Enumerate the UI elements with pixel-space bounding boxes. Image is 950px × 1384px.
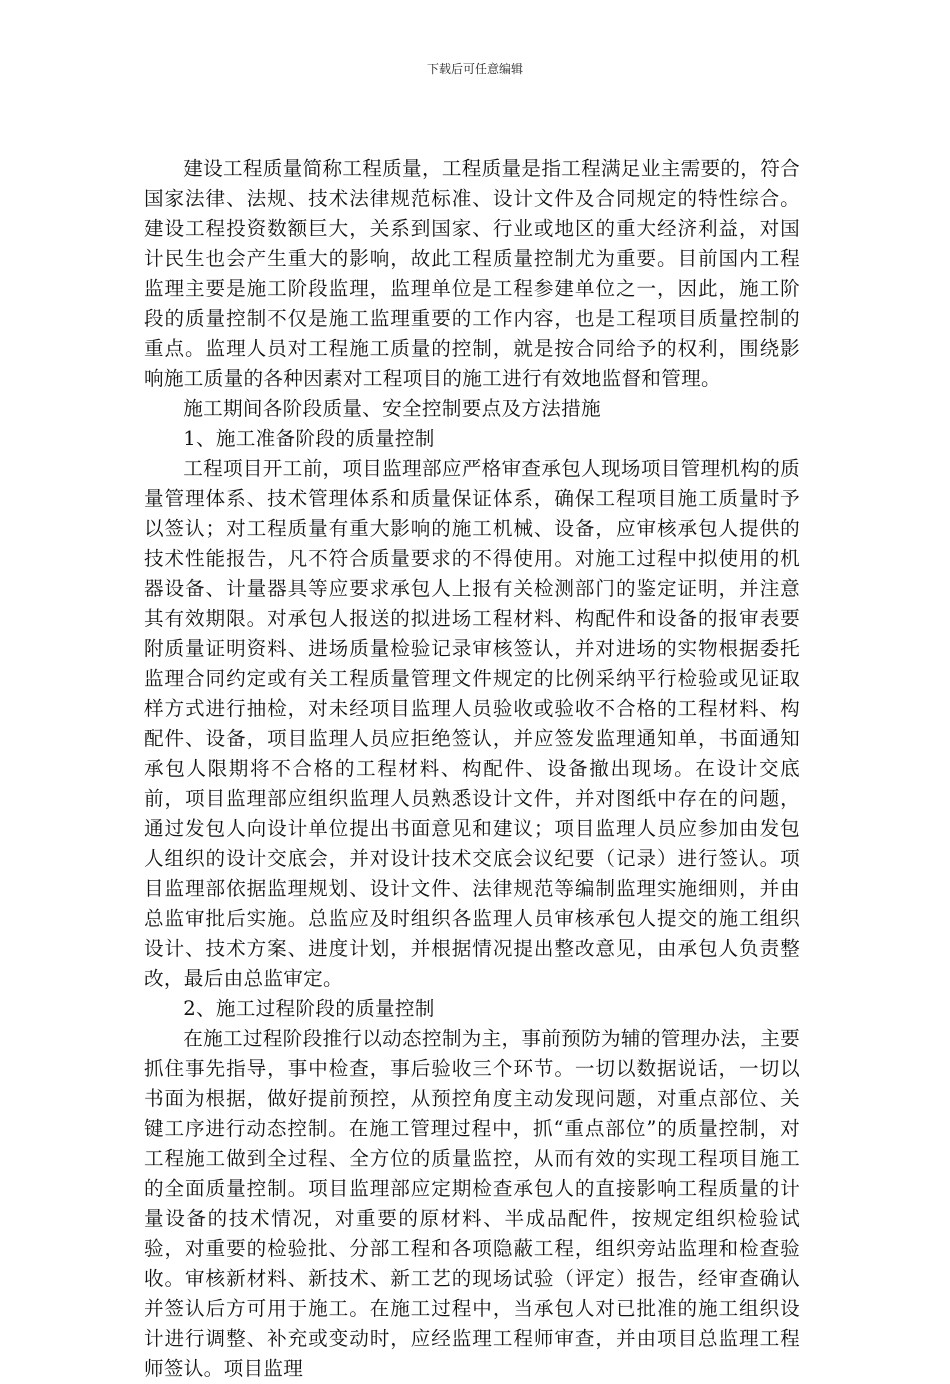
section-heading: 施工期间各阶段质量、安全控制要点及方法措施	[183, 397, 601, 420]
subsection-heading-construction: 2、施工过程阶段的质量控制	[183, 997, 435, 1020]
preparation-paragraph: 工程项目开工前，项目监理部应严格审查承包人现场项目管理机构的质量管理体系、技术管理体系和质量保证体系，确保工程项目施工质量时予以签认；对工程质量有重大影响的施工机械、设备，应审核承包人提供的技术性能报告，凡不符合质量要求的不得使用。对施工过程中拟使用的机器设备、计量器具等应要求承包人上报有关检测部门的鉴定证明，并注意其有效期限。对承包人报送的拟进场工程材料、构配件和设备的报审表要附质量证明资料、进场质量检验记录审核签认，并对进场的实物根据委托监理合同约定或有关工程质量管理文件规定的比例采纳平行检验或见证取样方式进行抽检，对未经项目监理人员验收或验收不合格的工程材料、构配件、设备，项目监理人员应拒绝签认，并应签发监理通知单，书面通知承包人限期将不合格的工程材料、构配件、设备撤出现场。在设计交底前，项目监理部应组织监理人员熟悉设计文件，并对图纸中存在的问题，通过发包人向设计单位提出书面意见和建议；项目监理人员应参加由发包人组织的设计交底会，并对设计技术交底会议纪要（记录）进行签认。项目监理部依据监理规划、设计文件、法律规范等编制监理实施细则，并由总监审批后实施。总监应及时组织各监理人员审核承包人提交的施工组织设计、技术方案、进度计划，并根据情况提出整改意见，由承包人负责整改，最后由总监审定。	[144, 457, 800, 990]
page-header: 下载后可任意编辑	[426, 62, 523, 76]
subsection-heading-preparation: 1、施工准备阶段的质量控制	[183, 427, 435, 450]
construction-paragraph: 在施工过程阶段推行以动态控制为主，事前预防为辅的管理办法，主要抓住事先指导，事中检查，事后验收三个环节。一切以数据说话，一切以书面为根据，做好提前预控，从预控角度主动发现问题，对重点部位、关键工序进行动态控制。在施工管理过程中，抓“重点部位”的质量控制，对工程施工做到全过程、全方位的质量监控，从而有效的实现工程项目施工的全面质量控制。项目监理部应定期检查承包人的直接影响工程质量的计量设备的技术情况，对重要的原材料、半成品配件，按规定组织检验试验，对重要的检验批、分部工程和各项隐蔽工程，组织旁站监理和检查验收。审核新材料、新技术、新工艺的现场试验（评定）报告，经审查确认并签认后方可用于施工。在施工过程中，当承包人对已批准的施工组织设计进行调整、补充或变动时，应经监理工程师审查，并由项目总监理工程师签认。项目监理	[144, 1027, 800, 1380]
document-body	[144, 154, 800, 1384]
intro-paragraph: 建设工程质量简称工程质量，工程质量是指工程满足业主需要的，符合国家法律、法规、技术法律规范标准、设计文件及合同规定的特性综合。建设工程投资数额巨大，关系到国家、行业或地区的重大经济利益，对国计民生也会产生重大的影响，故此工程质量控制尤为重要。目前国内工程监理主要是施工阶段监理，监理单位是工程参建单位之一，因此，施工阶段的质量控制不仅是施工监理重要的工作内容，也是工程项目质量控制的重点。监理人员对工程施工质量的控制，就是按合同给予的权利，围绕影响施工质量的各种因素对工程项目的施工进行有效地监督和管理。	[144, 157, 800, 390]
